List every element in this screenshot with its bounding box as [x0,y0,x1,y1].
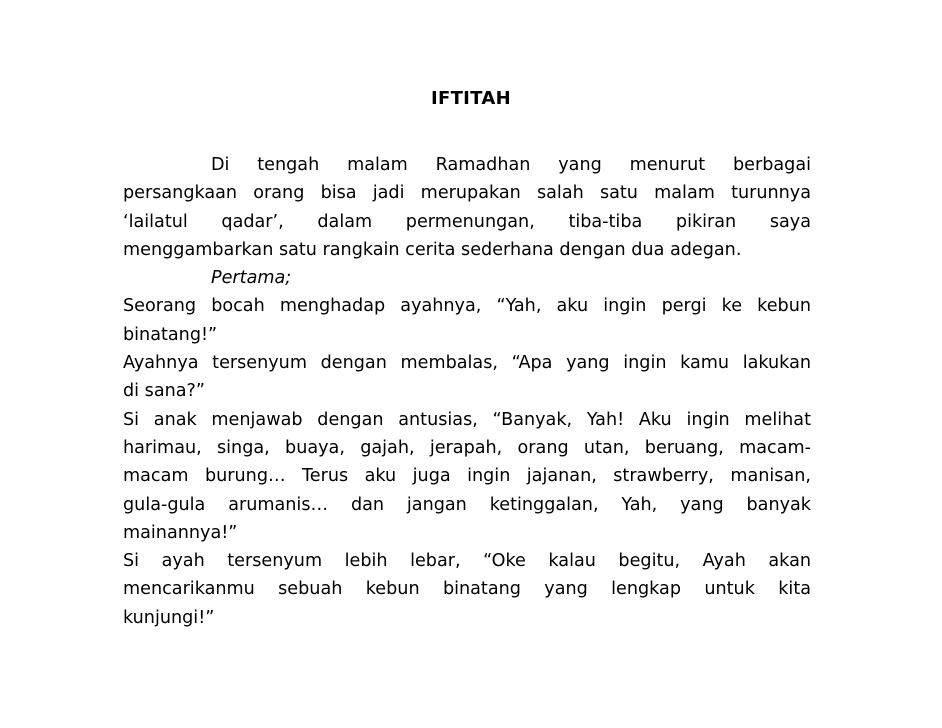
text-line: ‘lailatul qadar’, dalam permenungan, tiba-tiba pikiran saya [123,211,811,232]
document-body [123,151,811,632]
text-line: mencarikanmu sebuah kebun binatang yang lengkap untuk kita [123,579,811,600]
text-line: Si anak menjawab dengan antusias, “Banyak, Yah! Aku ingin melihat [123,409,811,430]
section-label: Pertama; [211,268,292,289]
text-line: di sana?” [123,381,205,402]
text-line: Ayahnya tersenyum dengan membalas, “Apa yang ingin kamu lakukan [123,353,811,374]
text-line: kunjungi!” [123,607,215,628]
text-line: persangkaan orang bisa jadi merupakan salah satu malam turunnya [123,183,811,204]
text-line: macam burung… Terus aku juga ingin jajanan, strawberry, manisan, [123,466,811,487]
text-line: menggambarkan satu rangkain cerita sederhana dengan dua adegan. [123,239,742,260]
page-title: IFTITAH [431,88,511,109]
text-line: Si ayah tersenyum lebih lebar, “Oke kalau begitu, Ayah akan [123,551,811,572]
text-line: binatang!” [123,324,218,345]
text-line: mainannya!” [123,522,238,543]
text-line: Di tengah malam Ramadhan yang menurut berbagai [211,155,811,175]
text-line: harimau, singa, buaya, gajah, jerapah, orang utan, beruang, macam- [123,437,811,458]
text-line: Seorang bocah menghadap ayahnya, “Yah, aku ingin pergi ke kebun [123,296,811,317]
text-line: gula-gula arumanis… dan jangan ketinggalan, Yah, yang banyak [123,494,811,515]
